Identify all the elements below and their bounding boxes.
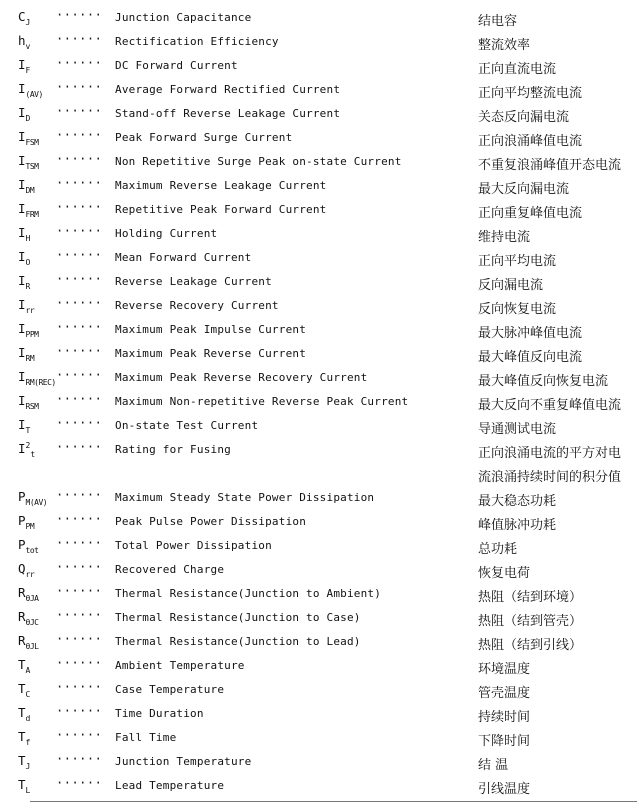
english-term: Rectification Efficiency <box>115 35 279 48</box>
dots-leader: ······ <box>56 488 103 502</box>
dots-leader: ······ <box>56 272 103 286</box>
symbol <box>18 393 38 411</box>
symbol <box>18 441 35 459</box>
dots-leader: ······ <box>56 728 103 742</box>
dots-leader: ······ <box>56 584 103 598</box>
table-row <box>0 55 637 79</box>
table-row <box>0 487 637 511</box>
symbol <box>18 57 30 75</box>
symbol <box>18 153 38 171</box>
dots-leader: ······ <box>56 248 103 262</box>
dots-leader: ······ <box>56 632 103 646</box>
table-row <box>0 415 637 439</box>
dots-leader: ······ <box>56 536 103 550</box>
symbol-subscript: T <box>25 426 30 435</box>
english-term: Thermal Resistance(Junction to Ambient) <box>115 587 382 600</box>
dots-leader: ······ <box>56 656 103 670</box>
chinese-term: 最大脉冲峰值电流 <box>478 326 583 341</box>
chinese-term: 正向浪涌峰值电流 <box>478 134 583 149</box>
symbol-subscript: RM <box>25 354 35 363</box>
symbol-base: T <box>18 777 26 792</box>
table-row <box>0 247 637 271</box>
dots-leader: ······ <box>56 704 103 718</box>
chinese-term: 导通测试电流 <box>478 422 557 437</box>
chinese-term: 正向直流电流 <box>478 62 557 77</box>
chinese-term: 正向重复峰值电流 <box>478 206 583 221</box>
english-term: Thermal Resistance(Junction to Case) <box>115 611 361 624</box>
symbol-subscript: θJL <box>25 642 39 651</box>
chinese-term: 最大反向不重复峰值电流 <box>478 398 622 413</box>
table-row <box>0 679 637 703</box>
english-term: Junction Capacitance <box>115 11 252 24</box>
symbol <box>18 657 30 675</box>
symbol-base: I <box>18 201 26 216</box>
symbol-subscript: O <box>25 258 30 267</box>
dots-leader: ······ <box>56 8 103 22</box>
symbol <box>18 753 30 771</box>
table-row <box>0 607 637 631</box>
english-term: Recovered Charge <box>115 563 225 576</box>
table-row <box>0 7 637 31</box>
symbol-base: T <box>18 657 26 672</box>
symbol-subscript: v <box>25 42 30 51</box>
table-row <box>0 79 637 103</box>
symbol <box>18 729 30 747</box>
table-row <box>0 703 637 727</box>
symbol-subscript: J <box>25 762 30 771</box>
chinese-term: 引线温度 <box>478 782 531 797</box>
symbol <box>18 225 30 243</box>
dots-leader: ······ <box>56 152 103 166</box>
english-term: On-state Test Current <box>115 419 259 432</box>
symbol-subscript: L <box>25 786 30 795</box>
symbol-base: T <box>18 681 26 696</box>
english-term: Fall Time <box>115 731 177 744</box>
symbol <box>18 609 38 627</box>
dots-leader: ······ <box>56 128 103 142</box>
chinese-term: 总功耗 <box>478 542 518 557</box>
table-row <box>0 559 637 583</box>
table-row <box>0 295 637 319</box>
symbol-subscript: C <box>25 690 30 699</box>
english-term: Maximum Non-repetitive Reverse Peak Current <box>115 395 409 408</box>
symbol-base: I <box>18 177 26 192</box>
symbol-base: C <box>18 9 26 24</box>
chinese-term: 热阻（结到引线） <box>478 638 583 653</box>
symbol-base: I <box>18 249 26 264</box>
chinese-term: 环境温度 <box>478 662 531 677</box>
symbol-subscript: PPM <box>25 330 39 339</box>
english-term: Peak Forward Surge Current <box>115 131 293 144</box>
symbol-base: I <box>18 369 26 384</box>
table-row <box>0 463 637 487</box>
symbol <box>18 585 38 603</box>
dots-leader: ······ <box>56 512 103 526</box>
chinese-term: 恢复电荷 <box>478 566 531 581</box>
symbol-base: T <box>18 729 26 744</box>
symbol-subscript: FSM <box>25 138 39 147</box>
english-term: Repetitive Peak Forward Current <box>115 203 327 216</box>
symbol-subscript: θJA <box>25 594 39 603</box>
symbol-base: Q <box>18 561 26 576</box>
symbol-subscript: D <box>25 114 30 123</box>
dots-leader: ······ <box>56 776 103 790</box>
dots-leader: ······ <box>56 680 103 694</box>
symbol-subscript: RSM <box>25 402 39 411</box>
symbol <box>18 681 30 699</box>
symbol <box>18 705 30 723</box>
symbol-base: I <box>18 273 26 288</box>
table-row <box>0 439 637 463</box>
symbol-base: I <box>18 393 26 408</box>
chinese-term: 不重复浪涌峰值开态电流 <box>478 158 622 173</box>
symbol-base: I <box>18 57 26 72</box>
table-row <box>0 775 637 799</box>
symbol-base: I <box>18 81 26 96</box>
symbol <box>18 105 30 123</box>
symbol-subscript: J <box>25 18 30 27</box>
dots-leader: ······ <box>56 296 103 310</box>
dots-leader: ······ <box>56 368 103 382</box>
table-row <box>0 655 637 679</box>
table-row <box>0 31 637 55</box>
symbol-base: I <box>18 225 26 240</box>
dots-leader: ······ <box>56 608 103 622</box>
english-term: Peak Pulse Power Dissipation <box>115 515 307 528</box>
symbol-base: I <box>18 129 26 144</box>
symbol <box>18 777 30 795</box>
dots-leader: ······ <box>56 320 103 334</box>
chinese-term: 维持电流 <box>478 230 531 245</box>
symbol-subscript: TSM <box>25 162 39 171</box>
symbol <box>18 177 34 195</box>
table-row <box>0 199 637 223</box>
english-term: Reverse Recovery Current <box>115 299 279 312</box>
english-term: Lead Temperature <box>115 779 225 792</box>
symbol-subscript: θJC <box>25 618 39 627</box>
symbol <box>18 81 43 99</box>
symbol-subscript: rr <box>25 306 35 315</box>
dots-leader: ······ <box>56 104 103 118</box>
symbol-subscript: t <box>30 450 35 459</box>
symbol-subscript: M(AV) <box>25 498 48 507</box>
dots-leader: ······ <box>56 752 103 766</box>
symbol-base: R <box>18 585 26 600</box>
symbol-base: I <box>18 297 26 312</box>
english-term: Time Duration <box>115 707 204 720</box>
chinese-term: 下降时间 <box>478 734 531 749</box>
symbol <box>18 297 34 315</box>
chinese-term: 反向恢复电流 <box>478 302 557 317</box>
symbol-base: T <box>18 753 26 768</box>
table-row <box>0 535 637 559</box>
symbol <box>18 513 34 531</box>
english-term: Maximum Peak Impulse Current <box>115 323 307 336</box>
chinese-term: 最大峰值反向电流 <box>478 350 583 365</box>
english-term: Maximum Steady State Power Dissipation <box>115 491 375 504</box>
chinese-term: 峰值脉冲功耗 <box>478 518 557 533</box>
table-row <box>0 751 637 775</box>
chinese-term: 热阻（结到管壳） <box>478 614 583 629</box>
symbol-base: R <box>18 633 26 648</box>
table-row <box>0 223 637 247</box>
chinese-term: 正向平均整流电流 <box>478 86 583 101</box>
symbol-subscript: d <box>25 714 30 723</box>
symbol-superscript: 2 <box>25 441 31 450</box>
english-term: Total Power Dissipation <box>115 539 272 552</box>
chinese-term: 关态反向漏电流 <box>478 110 570 125</box>
table-row <box>0 727 637 751</box>
symbol-base: I <box>18 417 26 432</box>
english-term: Maximum Reverse Leakage Current <box>115 179 327 192</box>
chinese-term: 最大峰值反向恢复电流 <box>478 374 609 389</box>
dots-leader: ······ <box>56 176 103 190</box>
dots-leader: ······ <box>56 80 103 94</box>
symbol <box>18 33 30 51</box>
symbol-base: I <box>18 153 26 168</box>
symbol <box>18 561 34 579</box>
chinese-term: 管壳温度 <box>478 686 531 701</box>
symbol-subscript: FRM <box>25 210 39 219</box>
symbol-subscript: H <box>25 234 30 243</box>
symbol <box>18 489 47 507</box>
symbol-subscript: rr <box>25 570 35 579</box>
symbol <box>18 417 30 435</box>
symbol-base: P <box>18 513 26 528</box>
english-term: Maximum Peak Reverse Current <box>115 347 307 360</box>
table-row <box>0 103 637 127</box>
symbol-base: I <box>18 105 26 120</box>
dots-leader: ······ <box>56 560 103 574</box>
english-term: Mean Forward Current <box>115 251 252 264</box>
symbol <box>18 321 38 339</box>
dots-leader: ······ <box>56 32 103 46</box>
symbol <box>18 345 34 363</box>
chinese-term: 热阻（结到环境） <box>478 590 583 605</box>
symbol-subscript: tot <box>25 546 39 555</box>
english-term: Average Forward Rectified Current <box>115 83 341 96</box>
table-row <box>0 175 637 199</box>
chinese-term: 最大稳态功耗 <box>478 494 557 509</box>
english-term: Case Temperature <box>115 683 225 696</box>
table-row <box>0 391 637 415</box>
chinese-term: 反向漏电流 <box>478 278 544 293</box>
symbol <box>18 201 38 219</box>
chinese-term: 正向平均电流 <box>478 254 557 269</box>
symbol <box>18 249 30 267</box>
table-row <box>0 583 637 607</box>
symbol-subscript: RM(REC) <box>25 378 56 387</box>
symbol <box>18 129 38 147</box>
symbol-subscript: PM <box>25 522 35 531</box>
chinese-term: 结电容 <box>478 14 518 29</box>
dots-leader: ······ <box>56 224 103 238</box>
chinese-term: 整流效率 <box>478 38 531 53</box>
chinese-term: 流浪涌持续时间的积分值 <box>478 470 622 485</box>
english-term: Reverse Leakage Current <box>115 275 272 288</box>
symbol <box>18 633 38 651</box>
table-row <box>0 511 637 535</box>
symbol-subscript: A <box>25 666 30 675</box>
table-row <box>0 343 637 367</box>
symbol-base: T <box>18 705 26 720</box>
symbol-subscript: (AV) <box>25 90 43 99</box>
dots-leader: ······ <box>56 440 103 454</box>
symbol-base: R <box>18 609 26 624</box>
symbol <box>18 9 30 27</box>
table-row <box>0 151 637 175</box>
symbol-base: I <box>18 321 26 336</box>
table-row <box>0 367 637 391</box>
english-term: Non Repetitive Surge Peak on-state Current <box>115 155 402 168</box>
chinese-term: 最大反向漏电流 <box>478 182 570 197</box>
english-term: DC Forward Current <box>115 59 238 72</box>
english-term: Rating for Fusing <box>115 443 231 456</box>
english-term: Thermal Resistance(Junction to Lead) <box>115 635 361 648</box>
english-term: Maximum Peak Reverse Recovery Current <box>115 371 368 384</box>
chinese-term: 持续时间 <box>478 710 531 725</box>
dots-leader: ······ <box>56 200 103 214</box>
symbol <box>18 369 56 387</box>
symbol-base: I <box>18 441 26 456</box>
symbol <box>18 273 30 291</box>
table-row <box>0 271 637 295</box>
english-term: Stand-off Reverse Leakage Current <box>115 107 341 120</box>
symbol-subscript: f <box>25 738 30 747</box>
chinese-term: 正向浪涌电流的平方对电 <box>478 446 622 461</box>
symbol-subscript: DM <box>25 186 35 195</box>
table-row <box>0 127 637 151</box>
dots-leader: ······ <box>56 416 103 430</box>
table-row <box>0 631 637 655</box>
english-term: Holding Current <box>115 227 218 240</box>
symbol-base: P <box>18 489 26 504</box>
symbol-base: I <box>18 345 26 360</box>
dots-leader: ······ <box>56 392 103 406</box>
dots-leader: ······ <box>56 56 103 70</box>
table-row <box>0 319 637 343</box>
symbol-base: P <box>18 537 26 552</box>
symbol-subscript: R <box>25 282 30 291</box>
dots-leader: ······ <box>56 344 103 358</box>
page-bottom-border <box>30 801 637 802</box>
english-term: Ambient Temperature <box>115 659 245 672</box>
symbol <box>18 537 38 555</box>
english-term: Junction Temperature <box>115 755 252 768</box>
chinese-term: 结 温 <box>478 758 509 773</box>
symbol-subscript: F <box>25 66 30 75</box>
symbol-base: h <box>18 33 26 48</box>
